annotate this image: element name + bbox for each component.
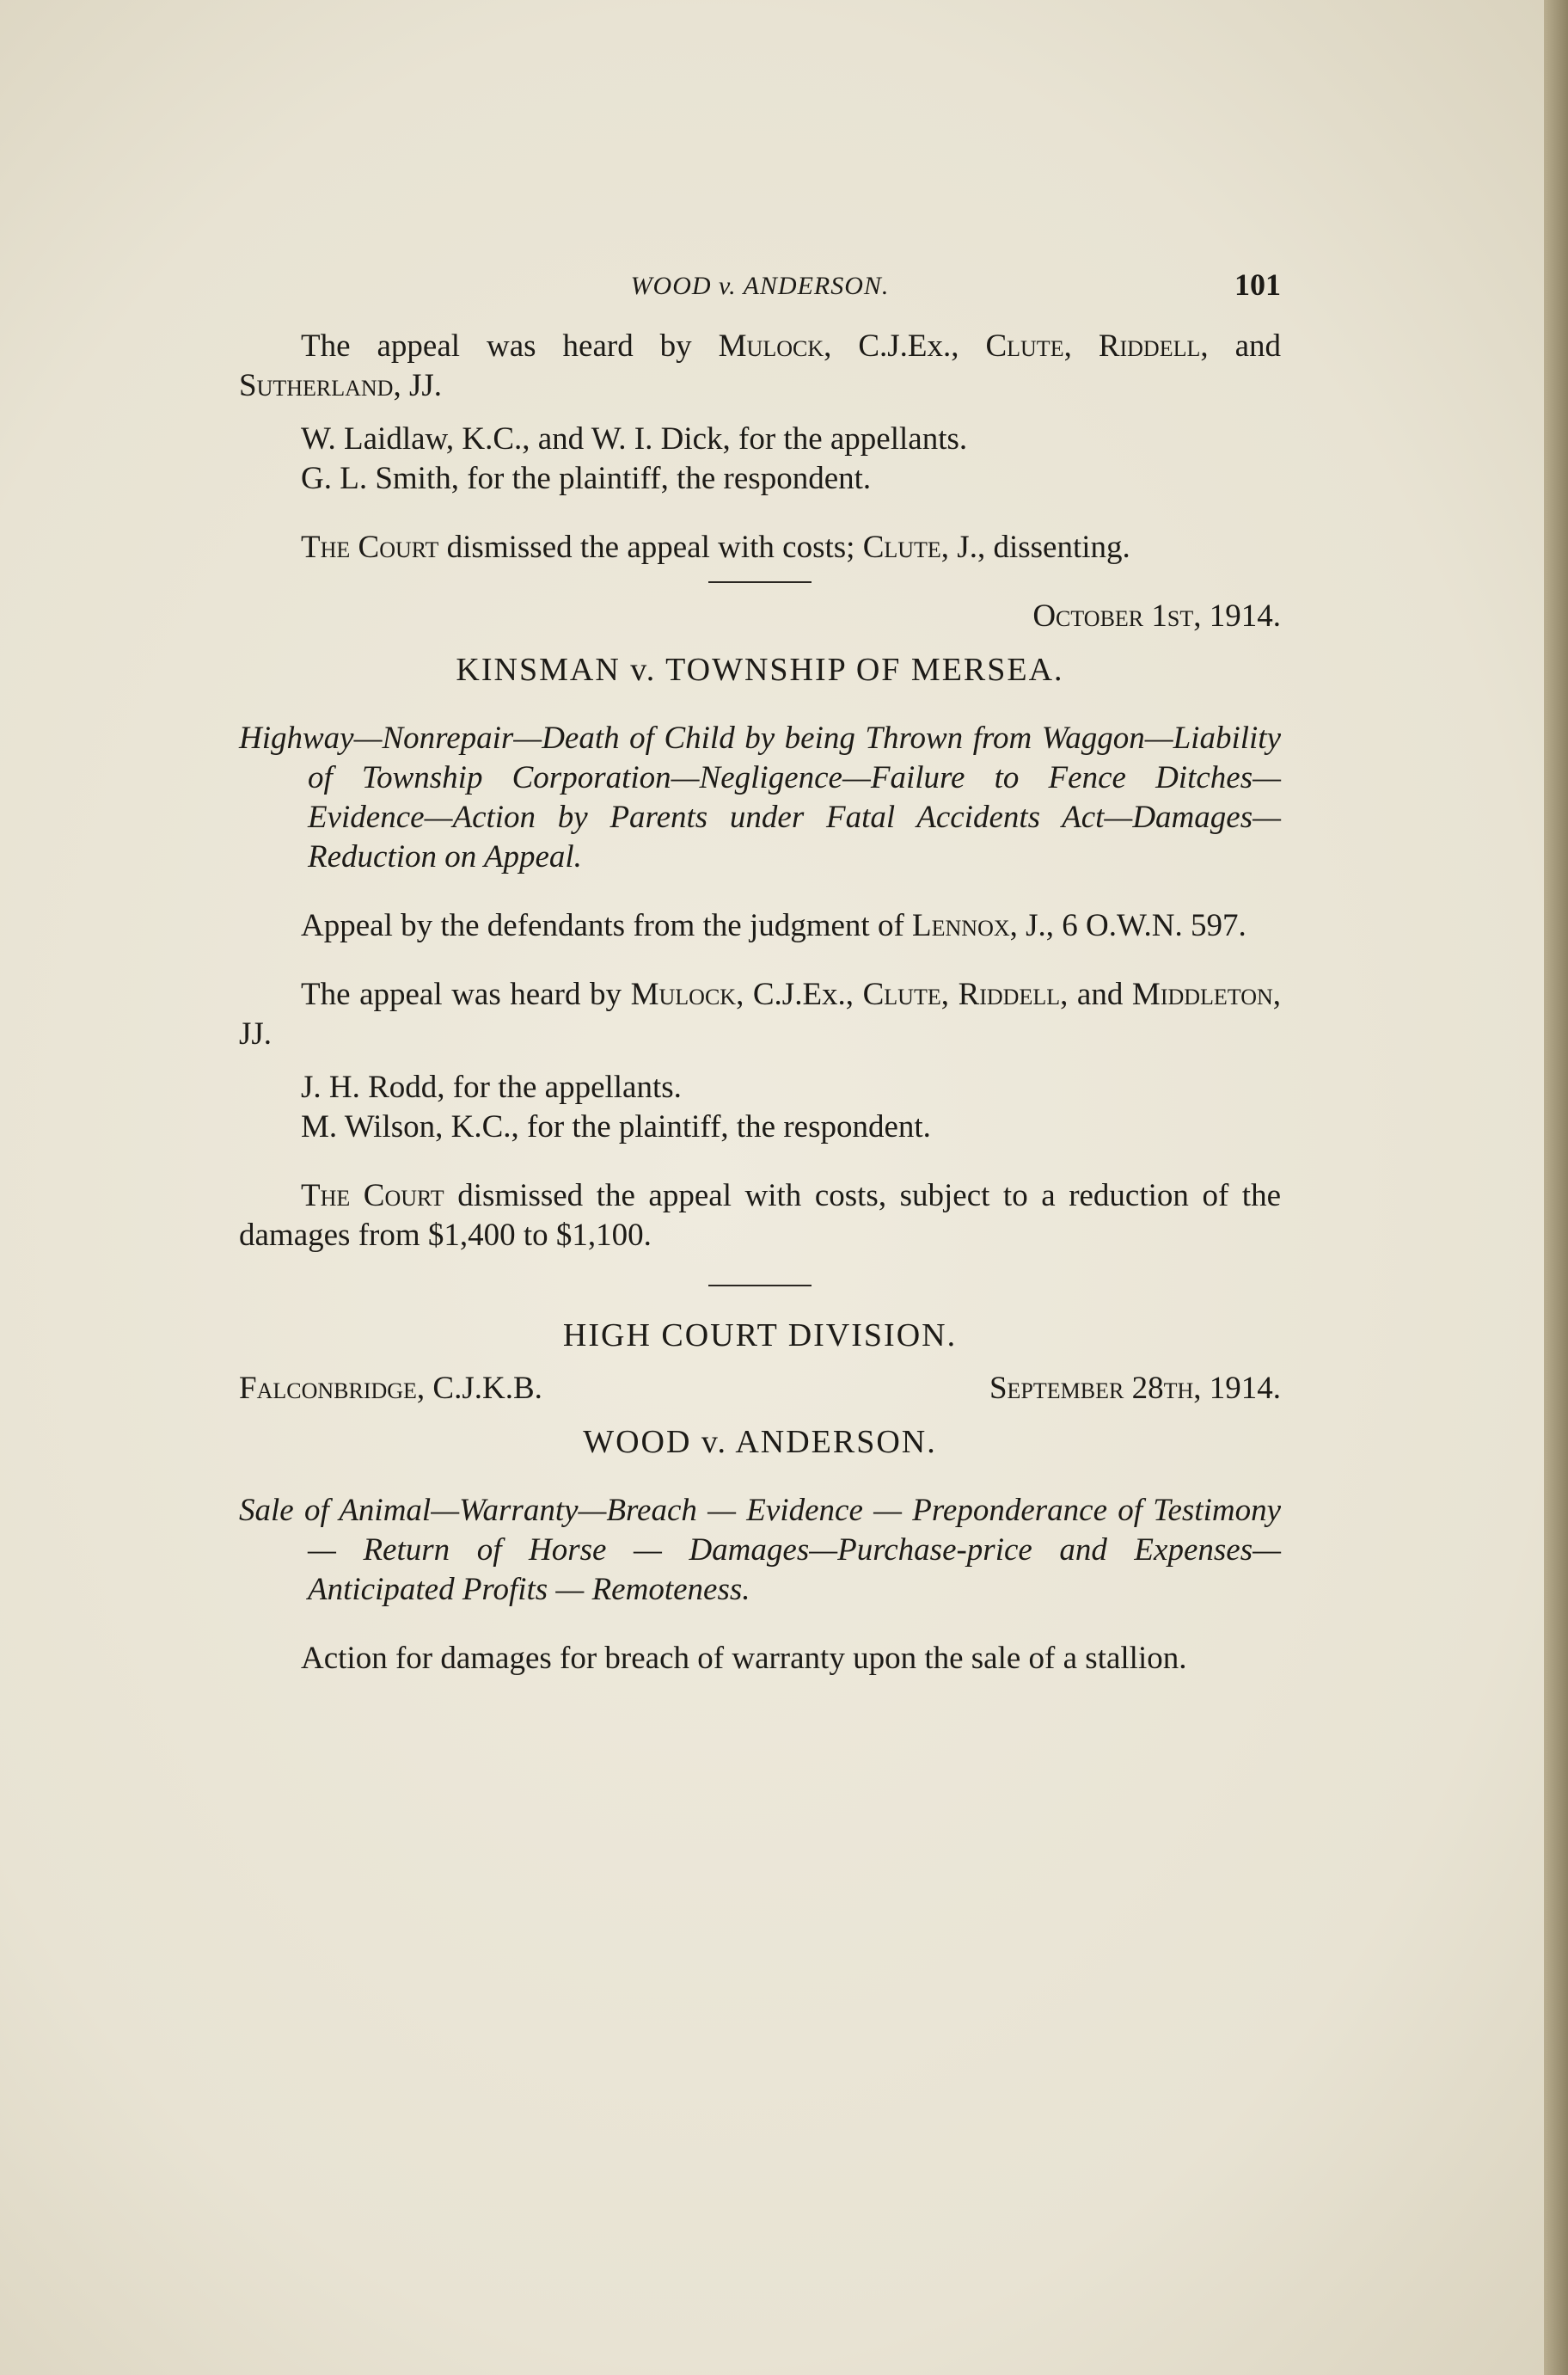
date-line-3: September 28th, 1914.	[989, 1371, 1281, 1406]
catchwords-wood: Sale of Animal—Warranty—Breach — Evidence — Preponderance of Testimony — Return of Horse — Damages—Purchase-price and Expenses—Anticipated Profits — Remoteness.	[239, 1493, 1281, 1607]
page-header	[239, 258, 1281, 327]
counsel-appellants-2: J. H. Rodd, for the appellants.	[301, 1070, 682, 1105]
case-title-wood: WOOD v. ANDERSON.	[583, 1424, 937, 1460]
division-heading: HIGH COURT DIVISION.	[562, 1317, 958, 1353]
case-title-kinsman: KINSMAN v. TOWNSHIP OF MERSEA.	[456, 652, 1064, 688]
book-spine-edge	[1544, 0, 1568, 2375]
counsel-appellants-1: W. Laidlaw, K.C., and W. I. Dick, for the appellants.	[301, 421, 968, 457]
appeal-description-kinsman: Appeal by the defendants from the judgment of Lennox, J., 6 O.W.N. 597.	[301, 908, 1246, 943]
page-content	[239, 258, 1281, 1678]
counsel-respondent-1: G. L. Smith, for the plaintiff, the respondent.	[301, 461, 872, 496]
running-head: WOOD v. ANDERSON.	[630, 272, 890, 300]
judgment-paragraph-2: The Court dismissed the appeal with costs, subject to a reduction of the damages from $1,400 to $1,100.	[239, 1178, 1281, 1253]
date-line-1: October 1st, 1914.	[1032, 598, 1281, 634]
judgment-paragraph-1: The Court dismissed the appeal with costs; Clute, J., dissenting.	[301, 530, 1130, 565]
page-number: 101	[1234, 267, 1281, 302]
hearing-paragraph-1: The appeal was heard by Mulock, C.J.Ex., Clute, Riddell, and Sutherland, JJ.	[239, 328, 1282, 403]
judge-date-line	[239, 1369, 1281, 1408]
catchwords-kinsman: Highway—Nonrepair—Death of Child by being Thrown from Waggon—Liability of Township Corporation—Negligence—Failure to Fence Ditches—Evidence—Action by Parents under Fatal Accidents Act—Damages—Reduction on Appeal.	[239, 721, 1281, 875]
counsel-respondent-2: M. Wilson, K.C., for the plaintiff, the respondent.	[301, 1109, 931, 1145]
presiding-judge: Falconbridge, C.J.K.B.	[239, 1371, 542, 1406]
hearing-paragraph-2: The appeal was heard by Mulock, C.J.Ex., Clute, Riddell, and Middleton, JJ.	[239, 977, 1282, 1052]
action-description-wood: Action for damages for breach of warranty upon the sale of a stallion.	[301, 1641, 1187, 1676]
